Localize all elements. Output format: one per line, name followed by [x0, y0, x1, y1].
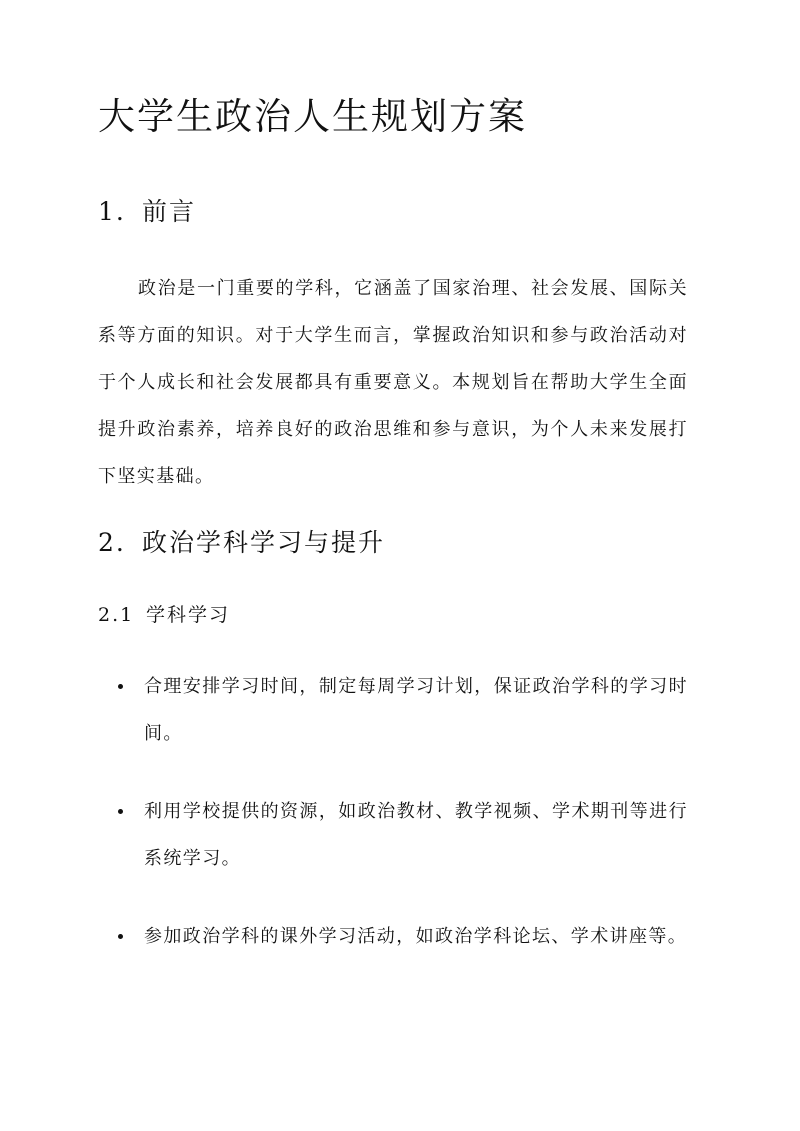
list-item-text: 利用学校提供的资源，如政治教材、教学视频、学术期刊等进行系统学习。: [144, 801, 688, 869]
section-heading-preface: [98, 194, 196, 230]
preface-paragraph: 政治是一门重要的学科，它涵盖了国家治理、社会发展、国际关系等方面的知识。对于大学生而言，掌握政治知识和参与政治活动对于个人成长和社会发展都具有重要意义。本规划旨在帮助大学生全面提升政治素养，培养良好的政治思维和参与意识，为个人未来发展打下坚实基础。: [98, 278, 688, 487]
learning-bullet-list: [98, 663, 698, 991]
bullet-icon: [118, 934, 123, 939]
document-title: 大学生政治人生规划方案: [98, 95, 527, 138]
section-heading-study: [98, 525, 385, 561]
list-item: [98, 913, 688, 960]
bullet-icon: [118, 684, 123, 689]
bullet-icon: [118, 809, 123, 814]
section-number: 2.: [98, 528, 126, 557]
subsection-heading-learning: [98, 600, 230, 630]
section-number: 1.: [98, 197, 126, 226]
list-item: [98, 788, 688, 882]
section-title: 政治学科学习与提升: [142, 528, 386, 557]
list-item-text: 合理安排学习时间，制定每周学习计划，保证政治学科的学习时间。: [144, 676, 688, 744]
subsection-title: 学科学习: [146, 604, 231, 626]
section-title: 前言: [142, 197, 197, 226]
subsection-number: 2.1: [98, 604, 135, 626]
list-item: [98, 663, 688, 757]
list-item-text: 参加政治学科的课外学习活动，如政治学科论坛、学术讲座等。: [144, 926, 688, 947]
